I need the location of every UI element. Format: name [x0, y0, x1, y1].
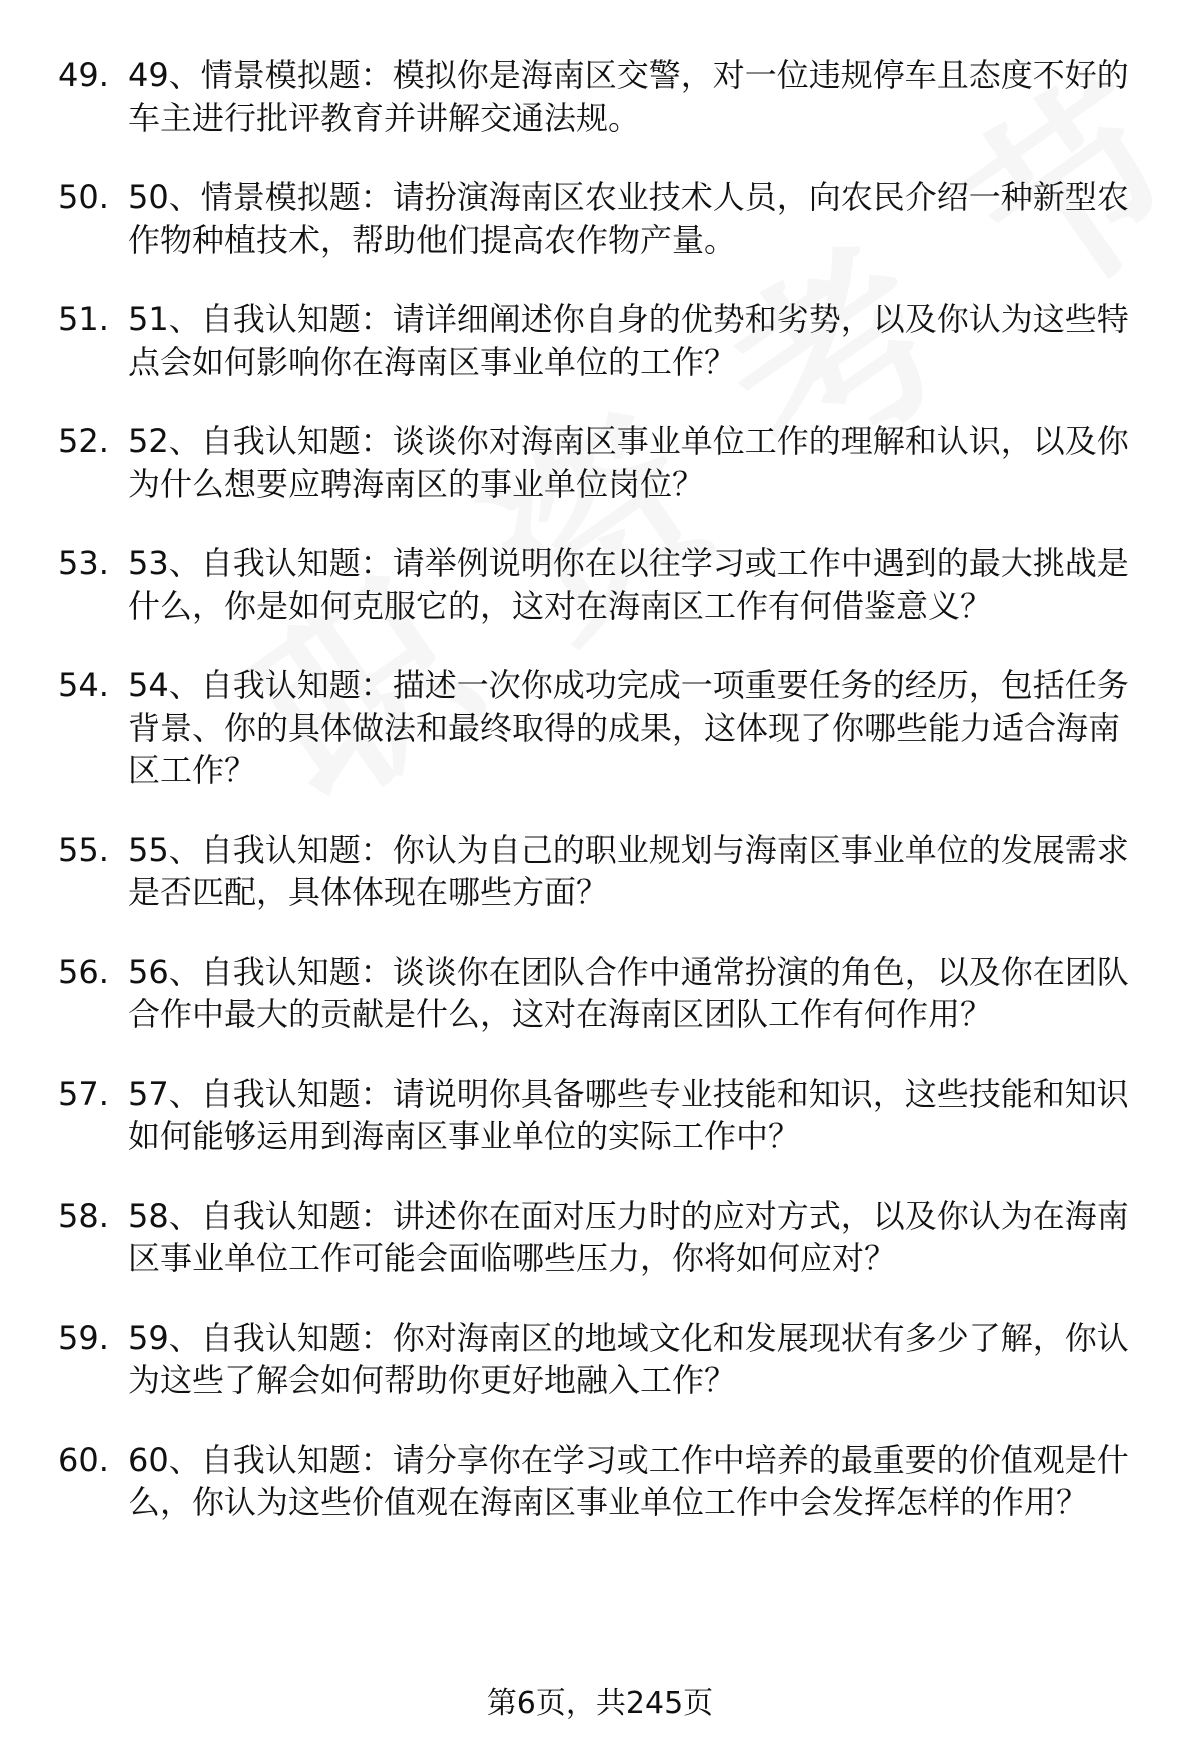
- question-text: 49、情景模拟题：模拟你是海南区交警，对一位违规停车且态度不好的车主进行批评教育并讲解交通法规。: [128, 56, 1129, 137]
- question-number: 60.: [58, 1440, 109, 1479]
- question-text: 59、自我认知题：你对海南区的地域文化和发展现状有多少了解，你认为这些了解会如何帮助你更好地融入工作？: [128, 1318, 1129, 1399]
- question-number: 50.: [58, 178, 109, 216]
- question-text: 54、自我认知题：描述一次你成功完成一项重要任务的经历，包括任务背景、你的具体做法和最终取得的成果，这体现了你哪些能力适合海南区工作？: [128, 666, 1129, 789]
- question-text: 50、情景模拟题：请扮演海南区农业技术人员，向农民介绍一种新型农作物种植技术，帮助他们提高农作物产量。: [128, 178, 1129, 259]
- question-item: [58, 54, 1148, 139]
- question-list: [58, 54, 1148, 1561]
- question-number: 59.: [58, 1318, 109, 1357]
- question-number: 51.: [58, 300, 109, 338]
- question-text: 60、自我认知题：请分享你在学习或工作中培养的最重要的价值观是什么，你认为这些价值观在海南区事业单位工作中会发挥怎样的作用？: [128, 1440, 1129, 1521]
- question-item: [58, 829, 1148, 914]
- question-number: 53.: [58, 544, 109, 582]
- question-item: [58, 1073, 1148, 1158]
- question-item: [58, 176, 1148, 261]
- question-text: 56、自我认知题：谈谈你在团队合作中通常扮演的角色，以及你在团队合作中最大的贡献是什么，这对在海南区团队工作有何作用？: [128, 952, 1129, 1033]
- question-item: [58, 298, 1148, 383]
- question-text: 55、自我认知题：你认为自己的职业规划与海南区事业单位的发展需求是否匹配，具体体现在哪些方面？: [128, 830, 1129, 911]
- question-item: [58, 1439, 1148, 1524]
- question-item: [58, 1195, 1148, 1280]
- question-item: [58, 951, 1148, 1036]
- question-number: 57.: [58, 1074, 109, 1113]
- question-text: 52、自我认知题：谈谈你对海南区事业单位工作的理解和认识，以及你为什么想要应聘海南区的事业单位岗位？: [128, 422, 1129, 503]
- question-text: 58、自我认知题：讲述你在面对压力时的应对方式，以及你认为在海南区事业单位工作可能会面临哪些压力，你将如何应对？: [128, 1196, 1129, 1277]
- question-number: 58.: [58, 1196, 109, 1235]
- question-number: 52.: [58, 422, 109, 460]
- question-number: 54.: [58, 666, 109, 704]
- question-item: [58, 542, 1148, 627]
- question-text: 57、自我认知题：请说明你具备哪些专业技能和知识，这些技能和知识如何能够运用到海南区事业单位的实际工作中？: [128, 1074, 1129, 1155]
- question-number: 55.: [58, 830, 109, 869]
- page-number: 第6页，共245页: [486, 1686, 714, 1721]
- question-text: 53、自我认知题：请举例说明你在以往学习或工作中遇到的最大挑战是什么，你是如何克服它的，这对在海南区工作有何借鉴意义？: [128, 544, 1129, 625]
- question-number: 56.: [58, 952, 109, 991]
- question-text: 51、自我认知题：请详细阐述你自身的优势和劣势，以及你认为这些特点会如何影响你在海南区事业单位的工作？: [128, 300, 1129, 381]
- question-item: [58, 420, 1148, 505]
- question-number: 49.: [58, 56, 109, 94]
- question-item: [58, 1317, 1148, 1402]
- question-item: [58, 664, 1148, 792]
